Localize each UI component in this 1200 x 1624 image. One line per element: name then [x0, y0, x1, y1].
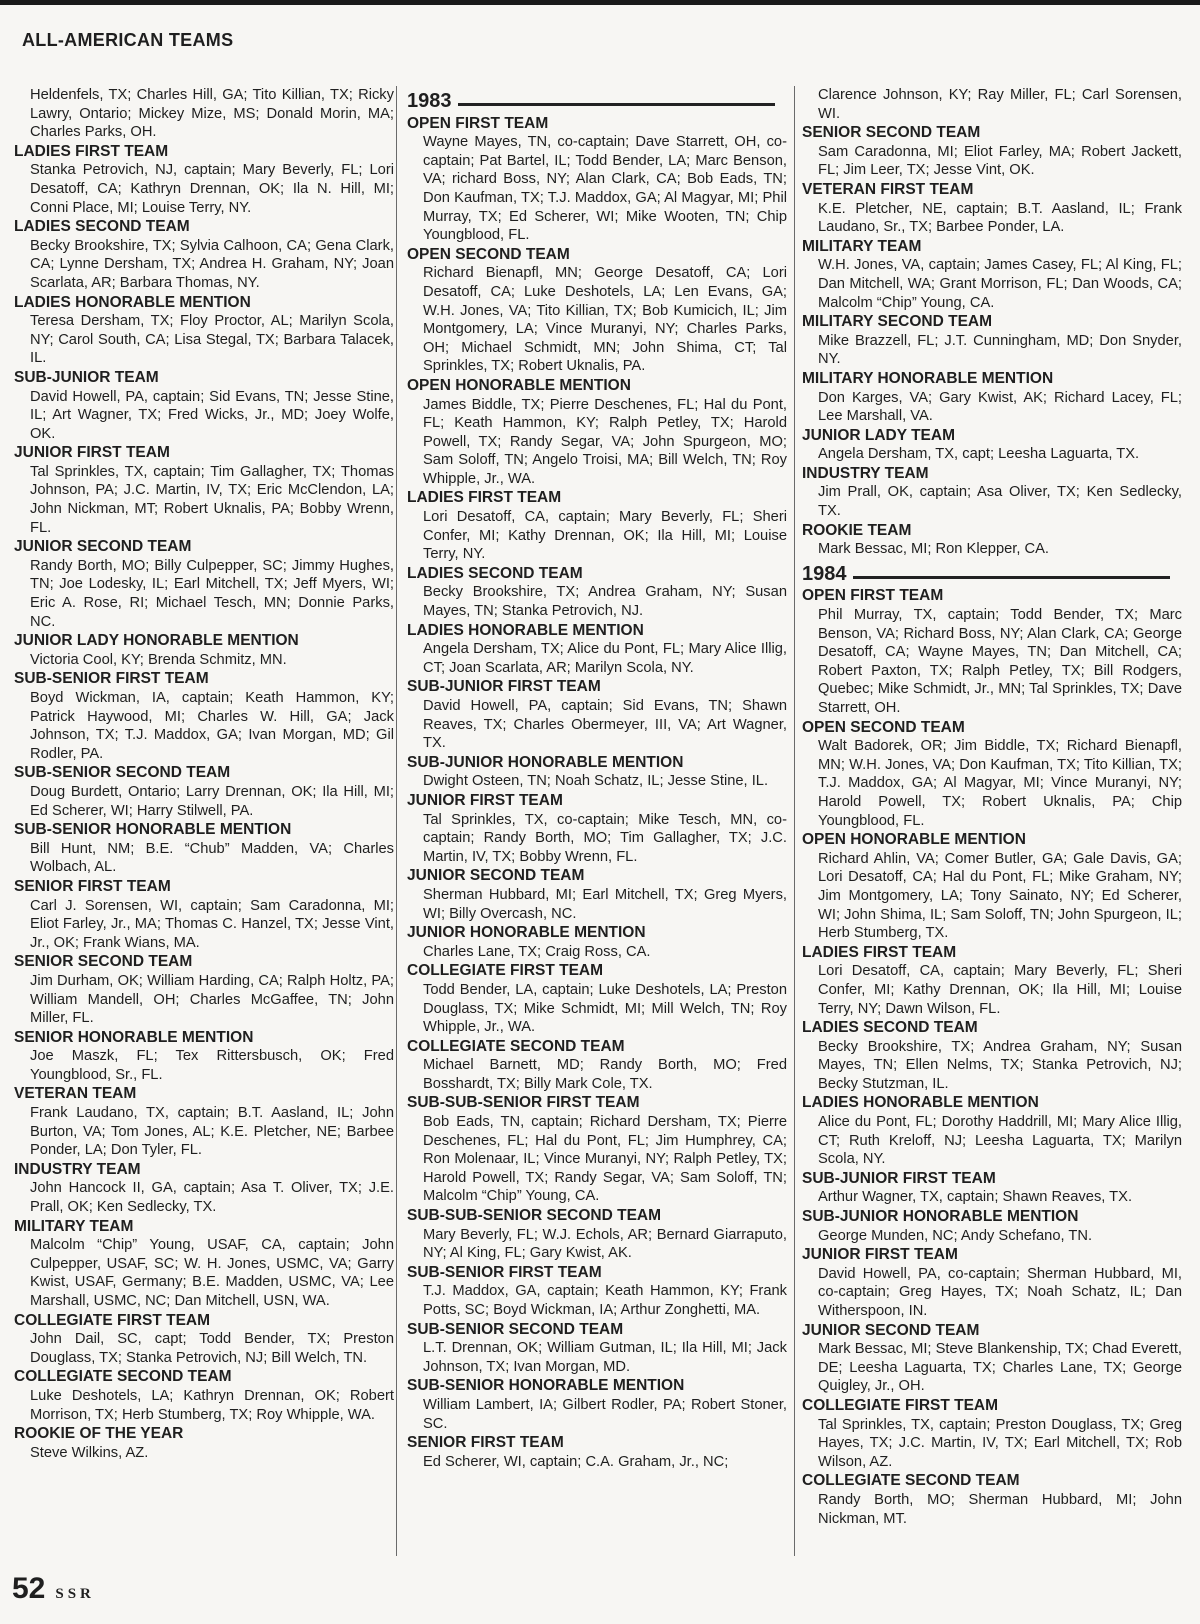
team-heading: SUB-SENIOR HONORABLE MENTION [407, 1377, 685, 1395]
column-divider [396, 86, 397, 1556]
team-section [14, 1029, 394, 1085]
team-members: Luke Deshotels, LA; Kathryn Drennan, OK; Robert Morrison, TX; Herb Stumberg, TX; Roy Whipple, WA. [30, 1387, 394, 1423]
team-members: Victoria Cool, KY; Brenda Schmitz, MN. [30, 651, 287, 668]
team-section [407, 246, 787, 376]
team-members: David Howell, PA, captain; Sid Evans, TN; Jesse Stine, IL; Art Wagner, TX; Fred Wicks, Jr., MD; Joey Wolfe, OK. [30, 388, 394, 442]
team-heading: OPEN FIRST TEAM [802, 587, 944, 605]
team-section [14, 878, 394, 952]
team-heading: SENIOR FIRST TEAM [14, 877, 171, 895]
team-members: William Lambert, IA; Gilbert Rodler, PA; Robert Stoner, SC. [423, 1396, 787, 1432]
team-section [802, 1322, 1182, 1396]
team-members: Carl J. Sorensen, WI, captain; Sam Caradonna, MI; Eliot Farley, Jr., MA; Thomas C. Hanzel, TX; Jesse Vint, Jr., OK; Frank Wians, MA. [30, 897, 394, 951]
publication-name: SSR [55, 1586, 95, 1602]
team-members: Teresa Dersham, TX; Floy Proctor, AL; Marilyn Scola, NY; Carol South, CA; Lisa Stegal, TX; Barbara Talacek, IL. [30, 313, 394, 367]
team-heading: SUB-SENIOR SECOND TEAM [407, 1320, 624, 1338]
team-heading: JUNIOR SECOND TEAM [14, 538, 192, 556]
team-section [407, 1321, 787, 1377]
team-heading: OPEN HONORABLE MENTION [407, 376, 631, 394]
team-heading: SUB-SUB-SENIOR FIRST TEAM [407, 1094, 640, 1112]
team-heading: LADIES FIRST TEAM [407, 489, 562, 507]
team-section [14, 86, 394, 142]
team-members: Sherman Hubbard, MI; Earl Mitchell, TX; Greg Myers, WI; Billy Overcash, NC. [423, 886, 787, 922]
team-members: Dwight Osteen, TN; Noah Schatz, IL; Jesse Stine, IL. [423, 773, 769, 790]
team-section [14, 1312, 394, 1368]
team-members: Bob Eads, TN, captain; Richard Dersham, TX; Pierre Deschenes, FL; Hal du Pont, FL; Jim Humphrey, CA; Ron Molenaar, IL; Vince Muranyi, NY; Ralph Petley, TX; Harold Powell, TX; Randy Segar, VA; Sam Soloff, TN; Malcolm “Chip” Young, CA. [423, 1114, 787, 1205]
team-members: Mary Beverly, FL; W.J. Echols, AR; Bernard Giarraputo, NY; Al King, FL; Gary Kwist, AK. [423, 1226, 787, 1262]
team-heading: LADIES HONORABLE MENTION [407, 621, 644, 639]
team-members: L.T. Drennan, OK; William Gutman, IL; Ila Hill, MI; Jack Johnson, TX; Ivan Morgan, MD. [423, 1340, 787, 1375]
team-heading: COLLEGIATE FIRST TEAM [407, 962, 604, 980]
team-heading: COLLEGIATE SECOND TEAM [407, 1037, 625, 1055]
team-heading: JUNIOR FIRST TEAM [407, 791, 563, 809]
year-label: 1984 [802, 562, 847, 585]
team-members: Bill Hunt, NM; B.E. “Chub” Madden, VA; Charles Wolbach, AL. [30, 840, 394, 876]
team-heading: MILITARY SECOND TEAM [802, 313, 993, 331]
team-section [802, 944, 1182, 1018]
team-members: Mike Brazzell, FL; J.T. Cunningham, MD; Don Snyder, NY. [818, 332, 1182, 368]
team-section [802, 1170, 1182, 1207]
team-members: Richard Ahlin, VA; Comer Butler, GA; Gale Davis, GA; Lori Desatoff, CA; Hal du Pont, FL; Mike Graham, NY; Jim Montgomery, LA; Tony Sainato, NY; Ed Scherer, WI; John Shima, IL; Sam Soloff, TN; John Spurgeon, IL; Herb Stumberg, TX. [818, 850, 1182, 942]
team-section [14, 764, 394, 820]
team-members: Steve Wilkins, AZ. [30, 1444, 149, 1461]
team-heading: LADIES HONORABLE MENTION [802, 1094, 1039, 1112]
team-heading: SENIOR SECOND TEAM [802, 124, 981, 142]
team-heading: SENIOR SECOND TEAM [14, 953, 193, 971]
team-section [802, 522, 1182, 559]
team-members: John Dail, SC, capt; Todd Bender, TX; Preston Douglass, TX; Stanka Petrovich, NJ; Bill Welch, TN. [30, 1331, 394, 1366]
team-members: Tal Sprinkles, TX, captain; Tim Gallagher, TX; Thomas Johnson, PA; J.C. Martin, IV, TX; Eric McClendon, LA; John Nickman, MT; Robert Uknalis, PA; Bobby Wrenn, FL. [30, 463, 394, 536]
team-section [14, 1085, 394, 1159]
team-heading: SUB-JUNIOR FIRST TEAM [407, 678, 601, 696]
team-heading: SENIOR HONORABLE MENTION [14, 1028, 254, 1046]
team-heading: SUB-JUNIOR HONORABLE MENTION [802, 1208, 1079, 1226]
team-heading: SUB-JUNIOR FIRST TEAM [802, 1169, 996, 1187]
column-3 [802, 86, 1182, 1528]
team-section [14, 670, 394, 763]
team-section [802, 1208, 1182, 1245]
page-header: ALL-AMERICAN TEAMS [22, 30, 234, 50]
team-heading: SUB-SENIOR HONORABLE MENTION [14, 821, 292, 839]
team-members: Wayne Mayes, TN, co-captain; Dave Starrett, OH, co-captain; Pat Bartel, IL; Todd Bender, LA; Marc Benson, VA; richard Boss, NY; Alan Clark, CA; Bob Eads, TN; Don Kaufman, TX; T.J. Maddox, GA; Al Magyar, MI; Phil Murray, TX; Ed Scherer, WI; Mike Wooten, TN; Chip Youngblood, FL. [423, 134, 787, 244]
team-section [802, 370, 1182, 426]
team-section [14, 369, 394, 443]
team-members: John Hancock II, GA, captain; Asa T. Oliver, TX; J.E. Prall, OK; Ken Sedlecky, TX. [30, 1180, 394, 1216]
team-section [14, 538, 394, 631]
page-footer [12, 1572, 95, 1606]
team-heading: SUB-SUB-SENIOR SECOND TEAM [407, 1207, 662, 1225]
team-section [802, 1094, 1182, 1168]
year-heading [802, 562, 1182, 585]
team-members: Ed Scherer, WI, captain; C.A. Graham, Jr., NC; [423, 1453, 729, 1470]
team-section [802, 587, 1182, 717]
team-members: Tal Sprinkles, TX, captain; Preston Douglass, TX; Greg Hayes, TX; J.C. Martin, IV, TX; Earl Mitchell, TX; Rob Wilson, AZ. [818, 1416, 1182, 1470]
team-section [407, 1207, 787, 1263]
team-members: Arthur Wagner, TX, captain; Shawn Reaves, TX. [818, 1189, 1133, 1206]
team-heading: OPEN SECOND TEAM [802, 718, 965, 736]
team-section [14, 143, 394, 217]
team-heading: JUNIOR SECOND TEAM [407, 867, 585, 885]
team-members: Heldenfels, TX; Charles Hill, GA; Tito Killian, TX; Ricky Lawry, Ontario; Mickey Mize, MS; Donald Morin, MA; Charles Parks, OH. [30, 87, 394, 141]
team-members: Tal Sprinkles, TX, co-captain; Mike Tesch, MN, co-captain; Randy Borth, MO; Tim Gallagher, TX; J.C. Martin, IV, TX; Bobby Wrenn, FL. [423, 811, 787, 865]
team-section [14, 953, 394, 1027]
team-heading: COLLEGIATE SECOND TEAM [802, 1472, 1020, 1490]
team-heading: MILITARY TEAM [802, 237, 922, 255]
team-heading: ROOKIE TEAM [802, 521, 912, 539]
team-heading: OPEN SECOND TEAM [407, 245, 570, 263]
team-heading: COLLEGIATE FIRST TEAM [802, 1396, 999, 1414]
team-members: David Howell, PA, captain; Sid Evans, TN; Shawn Reaves, TX; Charles Obermeyer, III, VA; Art Wagner, TX. [423, 698, 787, 752]
team-heading: MILITARY TEAM [14, 1217, 134, 1235]
team-section [407, 678, 787, 752]
team-members: Richard Bienapfl, MN; George Desatoff, CA; Lori Desatoff, CA; Luke Deshotels, LA; Len Evans, GA; W.H. Jones, VA; Tito Killian, TX; Bob Kumicich, IL; Jim Montgomery, LA; Vince Muranyi, NY; Charles Parks, OH; Michael Schmidt, MN; John Shima, CT; Tal Sprinkles, TX; Robert Uknalis, PA. [423, 265, 787, 375]
team-heading: SUB-SENIOR SECOND TEAM [14, 764, 231, 782]
team-heading: JUNIOR FIRST TEAM [802, 1246, 958, 1264]
team-section [802, 124, 1182, 180]
team-heading: ROOKIE OF THE YEAR [14, 1425, 184, 1443]
team-section [407, 622, 787, 678]
team-section [802, 427, 1182, 464]
team-heading: VETERAN TEAM [14, 1085, 137, 1103]
team-heading: LADIES SECOND TEAM [802, 1019, 978, 1037]
team-heading: JUNIOR LADY TEAM [802, 426, 956, 444]
team-heading: INDUSTRY TEAM [14, 1160, 141, 1178]
team-members: T.J. Maddox, GA, captain; Keath Hammon, KY; Frank Potts, SC; Boyd Wickman, IA; Arthur Zonghetti, MA. [423, 1283, 787, 1318]
team-section [802, 313, 1182, 369]
team-section [14, 1368, 394, 1424]
team-members: James Biddle, TX; Pierre Deschenes, FL; Hal du Pont, FL; Keath Hammon, KY; Ralph Petley, TX; Harold Powell, TX; Randy Segar, VA; John Spurgeon, MO; Sam Soloff, TN; Angelo Troisi, MA; Bill Welch, TN; Roy Whipple, Jr., WA. [423, 396, 787, 487]
team-members: Jim Durham, OK; William Harding, CA; Ralph Holtz, PA; William Mandell, OH; Charles McGaffee, TN; John Miller, FL. [30, 972, 394, 1027]
page-number: 52 [12, 1572, 46, 1605]
team-members: Angela Dersham, TX, capt; Leesha Laguarta, TX. [818, 446, 1140, 463]
team-members: Randy Borth, MO; Sherman Hubbard, MI; John Nickman, MT. [818, 1491, 1182, 1527]
team-section [407, 924, 787, 961]
team-section [407, 962, 787, 1036]
team-heading: MILITARY HONORABLE MENTION [802, 369, 1054, 387]
year-heading [407, 92, 787, 111]
team-heading: SUB-JUNIOR HONORABLE MENTION [407, 753, 684, 771]
team-section [802, 719, 1182, 831]
team-section [802, 831, 1182, 943]
team-section [14, 821, 394, 877]
team-section [14, 1161, 394, 1217]
team-section [802, 1019, 1182, 1093]
team-section [407, 1434, 787, 1471]
team-members: W.H. Jones, VA, captain; James Casey, FL; Al King, FL; Dan Mitchell, WA; Grant Morrison, FL; Dan Woods, CA; Malcolm “Chip” Young, CA. [818, 257, 1182, 311]
team-heading: LADIES SECOND TEAM [407, 564, 583, 582]
team-members: Walt Badorek, OR; Jim Biddle, TX; Richard Bienapfl, MN; W.H. Jones, VA; Don Kaufman, TX; Tito Killian, TX; T.J. Maddox, GA; Al Magyar, MI; Vince Muranyi, NY; Harold Powell, TX; Robert Uknalis, PA; Chip Youngblood, FL. [818, 738, 1182, 829]
team-members: Becky Brookshire, TX; Andrea Graham, NY; Susan Mayes, TN; Stanka Petrovich, NJ. [423, 584, 787, 620]
team-members: K.E. Pletcher, NE, captain; B.T. Aasland, IL; Frank Laudano, Sr., TX; Barbee Ponder, LA. [818, 200, 1182, 236]
team-members: Jim Prall, OK, captain; Asa Oliver, TX; Ken Sedlecky, TX. [818, 484, 1182, 520]
column-1 [14, 86, 394, 1462]
team-heading: SENIOR FIRST TEAM [407, 1434, 564, 1452]
team-members: Alice du Pont, FL; Dorothy Haddrill, MI; Mary Alice Illig, CT; Ruth Kreloff, NJ; Leesha Laguarta, TX; Marilyn Scola, NY. [818, 1114, 1182, 1168]
team-members: Don Karges, VA; Gary Kwist, AK; Richard Lacey, FL; Lee Marshall, VA. [818, 389, 1182, 425]
team-heading: COLLEGIATE SECOND TEAM [14, 1368, 232, 1386]
team-section [407, 1094, 787, 1206]
team-section [407, 792, 787, 866]
team-section [407, 754, 787, 791]
team-heading: JUNIOR HONORABLE MENTION [407, 924, 646, 942]
team-members: Michael Barnett, MD; Randy Borth, MO; Fred Bosshardt, TX; Billy Mark Cole, TX. [423, 1057, 787, 1092]
team-heading: INDUSTRY TEAM [802, 464, 929, 482]
team-members: Mark Bessac, MI; Steve Blankenship, TX; Chad Everett, DE; Leesha Laguarta, TX; Charles Lane, TX; George Quigley, Jr., OH. [818, 1341, 1182, 1395]
team-heading: SUB-JUNIOR TEAM [14, 368, 159, 386]
team-section [14, 1218, 394, 1311]
team-members: Charles Lane, TX; Craig Ross, CA. [423, 943, 651, 960]
team-section [802, 181, 1182, 237]
team-members: Doug Burdett, Ontario; Larry Drennan, OK; Ila Hill, MI; Ed Scherer, WI; Harry Stilwell, PA. [30, 783, 394, 819]
team-section [14, 294, 394, 368]
team-section [14, 218, 394, 292]
team-members: George Munden, NC; Andy Schefano, TN. [818, 1227, 1093, 1244]
team-section [14, 632, 394, 669]
team-members: Becky Brookshire, TX; Sylvia Calhoon, CA; Gena Clark, CA; Lynne Dersham, TX; Andrea H. Graham, NY; Joan Scarlata, AR; Barbara Thomas, NY. [30, 237, 394, 291]
team-heading: JUNIOR FIRST TEAM [14, 444, 170, 462]
team-members: Phil Murray, TX, captain; Todd Bender, TX; Marc Benson, VA; Richard Boss, NY; Alan Clark, CA; George Desatoff, CA; Wayne Mayes, TN; Dan Mitchell, CA; Robert Paxton, TX; Ralph Petley, TX; Bill Rodgers, Quebec; Mike Schmidt, Jr., MN; Tal Sprinkles, TX; Dave Starrett, OH. [818, 607, 1182, 716]
team-members: Boyd Wickman, IA, captain; Keath Hammon, KY; Patrick Haywood, MI; Charles W. Hill, GA; Jack Johnson, TX; T.J. Maddox, GA; Ivan Morgan, MD; Gil Rodler, PA. [30, 690, 394, 762]
team-members: Joe Maszk, FL; Tex Rittersbusch, OK; Fred Youngblood, Sr., FL. [30, 1048, 394, 1083]
team-section [407, 867, 787, 923]
team-members: Mark Bessac, MI; Ron Klepper, CA. [818, 541, 1050, 558]
team-section [407, 1038, 787, 1094]
team-section [802, 1472, 1182, 1528]
year-rule [458, 103, 776, 106]
team-heading: OPEN HONORABLE MENTION [802, 831, 1026, 849]
column-2 [407, 86, 787, 1471]
top-border [0, 0, 1200, 5]
team-heading: SUB-SENIOR FIRST TEAM [407, 1263, 602, 1281]
team-section [802, 238, 1182, 312]
team-members: Lori Desatoff, CA, captain; Mary Beverly, FL; Sheri Confer, MI; Kathy Drennan, OK; Ila Hill, MI; Louise Terry, NY; Dawn Wilson, FL. [818, 963, 1182, 1017]
team-members: David Howell, PA, co-captain; Sherman Hubbard, MI, co-captain; Greg Hayes, TX; Noah Schatz, IL; Dan Witherspoon, IN. [818, 1265, 1182, 1319]
team-heading: LADIES FIRST TEAM [14, 142, 169, 160]
team-section [407, 489, 787, 563]
year-rule [853, 576, 1171, 579]
team-heading: JUNIOR LADY HONORABLE MENTION [14, 632, 299, 650]
team-members: Malcolm “Chip” Young, USAF, CA, captain; John Culpepper, USAF, SC; W. H. Jones, USMC, VA; Garry Kwist, USAF, Germany; B.E. Madden, USMC, VA; Lee Marshall, USMC, NC; Dan Mitchell, USN, WA. [30, 1237, 394, 1309]
team-members: Stanka Petrovich, NJ, captain; Mary Beverly, FL; Lori Desatoff, CA; Kathryn Drennan, OK; Ila N. Hill, MI; Conni Place, MI; Louise Terry, NY. [30, 162, 394, 216]
team-heading: VETERAN FIRST TEAM [802, 180, 974, 198]
team-heading: COLLEGIATE FIRST TEAM [14, 1311, 211, 1329]
team-section [407, 377, 787, 489]
team-members: Lori Desatoff, CA, captain; Mary Beverly, FL; Sheri Confer, MI; Kathy Drennan, OK; Ila Hill, MI; Louise Terry, NY. [423, 509, 787, 563]
team-section [802, 86, 1182, 123]
team-section [14, 1425, 394, 1462]
team-heading: JUNIOR SECOND TEAM [802, 1321, 980, 1339]
team-members: Becky Brookshire, TX; Andrea Graham, NY; Susan Mayes, TN; Ellen Nelms, TX; Stanka Petrovich, NJ; Becky Stutzman, IL. [818, 1038, 1182, 1092]
team-members: Frank Laudano, TX, captain; B.T. Aasland, IL; John Burton, VA; Tom Jones, AL; K.E. Pletcher, NE; Barbee Ponder, LA; Don Tyler, FL. [30, 1105, 394, 1159]
team-members: Randy Borth, MO; Billy Culpepper, SC; Jimmy Hughes, TN; Joe Lodesky, IL; Earl Mitchell, TX; Jeff Myers, WI; Eric A. Rose, RI; Michael Tesch, MN; Donnie Parks, NC. [30, 557, 394, 630]
team-section [802, 465, 1182, 521]
team-section [407, 1264, 787, 1320]
team-section [14, 444, 394, 537]
team-section [407, 1377, 787, 1433]
team-heading: SUB-SENIOR FIRST TEAM [14, 670, 209, 688]
team-heading: LADIES HONORABLE MENTION [14, 293, 251, 311]
team-members: Sam Caradonna, MI; Eliot Farley, MA; Robert Jackett, FL; Jim Leer, TX; Jesse Vint, OK. [818, 143, 1182, 179]
team-heading: LADIES SECOND TEAM [14, 218, 190, 236]
year-label: 1983 [407, 90, 452, 112]
team-section [802, 1246, 1182, 1320]
team-members: Angela Dersham, TX; Alice du Pont, FL; Mary Alice Illig, CT; Joan Scarlata, AR; Marilyn Scola, NY. [423, 641, 787, 676]
team-section [407, 115, 787, 245]
team-members: Clarence Johnson, KY; Ray Miller, FL; Carl Sorensen, WI. [818, 87, 1182, 122]
team-members: Todd Bender, LA, captain; Luke Deshotels, LA; Preston Douglass, TX; Mike Schmidt, MI; Mill Welch, TN; Roy Whipple, Jr., WA. [423, 981, 787, 1036]
column-divider [794, 86, 795, 1556]
team-heading: OPEN FIRST TEAM [407, 114, 549, 132]
team-heading: LADIES FIRST TEAM [802, 943, 957, 961]
team-section [407, 565, 787, 621]
team-section [802, 1397, 1182, 1471]
